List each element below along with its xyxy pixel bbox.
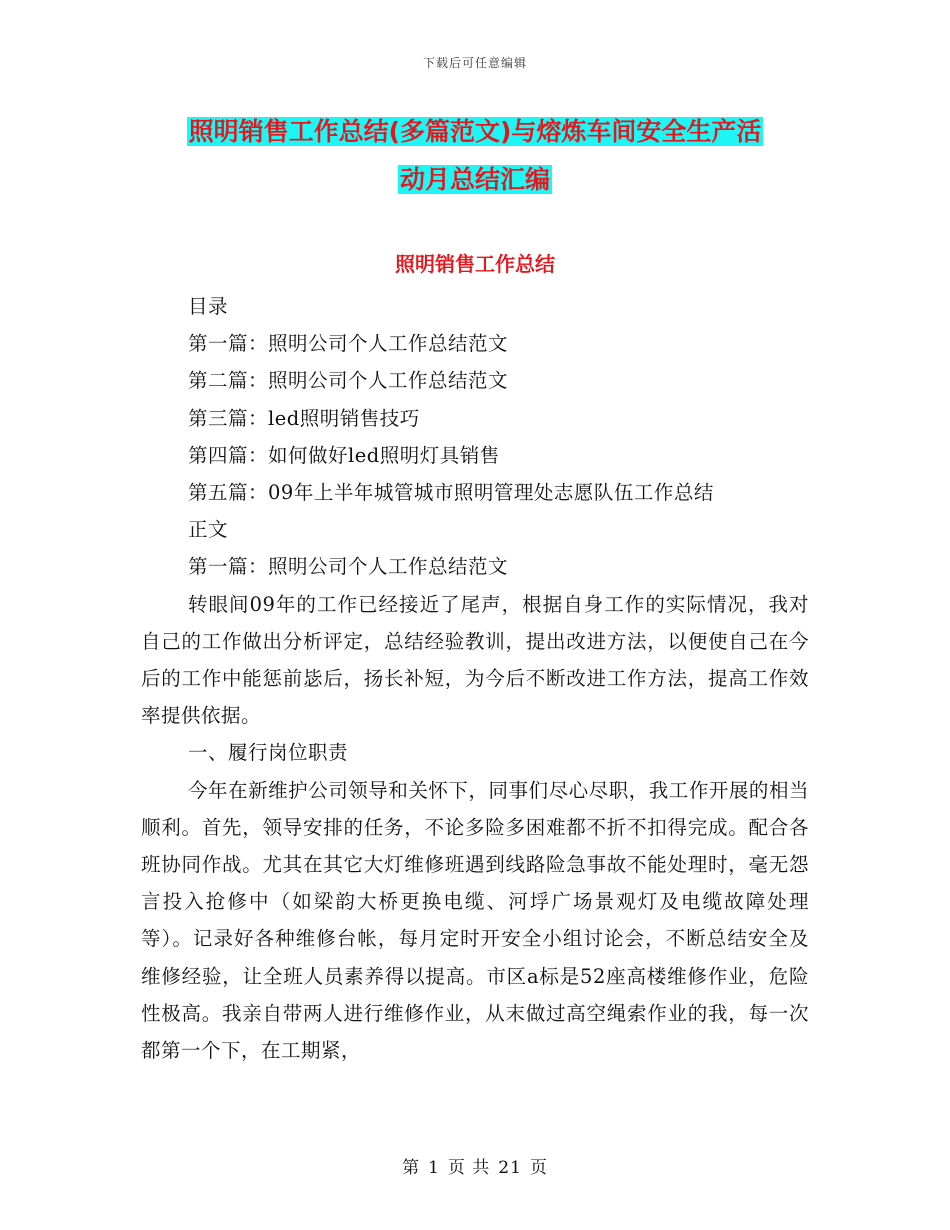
subheading: 一、履行岗位职责 [188,741,349,765]
toc-item: 第四篇：如何做好led照明灯具销售 [188,443,500,467]
document-body [141,288,809,1069]
document-title-line1: 照明销售工作总结(多篇范文)与熔炼车间安全生产活 [188,117,762,146]
toc-item: 第二篇：照明公司个人工作总结范文 [188,369,509,393]
footer-page-middle: 页 共 [447,1158,491,1178]
chapter-heading: 第一篇：照明公司个人工作总结范文 [188,555,509,579]
paragraph: 转眼间09年的工作已经接近了尾声，根据自身工作的实际情况，我对自己的工作做出分析评定，总结经验教训，提出改进方法，以便使自己在今后的工作中能惩前毖后，扬长补短，为今后不断改进工作方法，提高工作效率提供依据。 [141,592,809,728]
toc-heading: 目录 [188,295,229,318]
page-footer [0,1153,950,1178]
toc-item: 第三篇：led照明销售技巧 [188,406,420,430]
header-note: 下载后可任意编辑 [422,56,527,70]
footer-page-number: 1 [428,1158,440,1178]
toc-item: 第五篇：09年上半年城管城市照明管理处志愿队伍工作总结 [188,481,714,505]
section-title: 照明销售工作总结 [395,252,555,276]
paragraph: 今年在新维护公司领导和关怀下，同事们尽心尽职，我工作开展的相当顺利。首先，领导安排的任务，不论多险多困难都不折不扣得完成。配合各班协同作战。尤其在其它大灯维修班遇到线路险急事故不能处理时，毫无怨言投入抢修中（如梁韵大桥更换电缆、河垺广场景观灯及电缆故障处理等）。记录好各种维修台帐，每月定时开安全小组讨论会，不断总结安全及维修经验，让全班人员素养得以提高。市区a标是52座高楼维修作业，危险性极高。我亲自带两人进行维修作业，从末做过高空绳索作业的我，每一次都第一个下，在工期紧， [141,778,809,1063]
document-title [0,108,950,204]
footer-page-suffix: 页 [529,1158,548,1178]
footer-total-pages: 21 [498,1158,522,1178]
body-heading: 正文 [188,518,229,542]
document-title-line2: 动月总结汇编 [399,165,550,194]
footer-page-prefix: 第 [402,1158,421,1178]
toc-item: 第一篇：照明公司个人工作总结范文 [188,332,509,356]
